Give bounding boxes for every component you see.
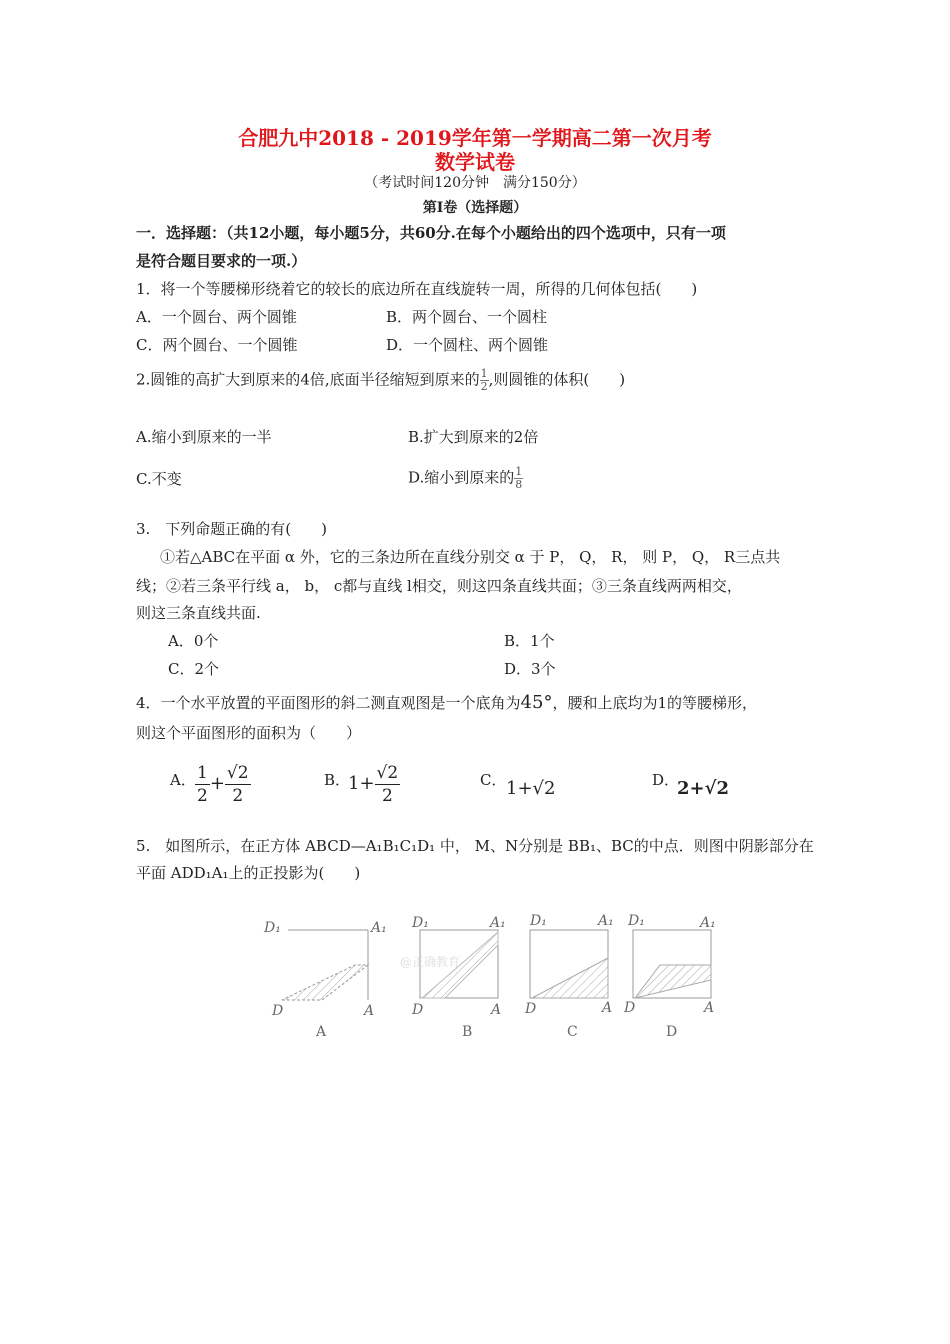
figure-a-label-d: D: [272, 1003, 284, 1019]
question-5-line-1: 5. 如图所示，在正方体 ABCD—A₁B₁C₁D₁ 中， M、N分别是 BB₁、BC的中点．则图中阴影部分在: [136, 837, 814, 855]
exam-subtitle: 数学试卷: [435, 150, 515, 174]
question-4-option-d-label: D．: [652, 771, 680, 789]
figure-b-label-d1: D₁: [412, 915, 429, 931]
question-4-option-a-label: A．: [170, 771, 196, 789]
figure-b-label-a: A: [491, 1002, 502, 1018]
fraction-sqrt2-over-2: [225, 762, 251, 807]
figure-c: [524, 913, 614, 1040]
question-3-option-b: B．1个: [504, 632, 555, 650]
figure-d-label-a1: A₁: [700, 915, 716, 931]
figure-d-caption: D: [666, 1024, 678, 1040]
question-2-stem: [136, 368, 625, 393]
question-2-option-c: C.不变: [136, 470, 182, 488]
question-1-option-c: C．两个圆台、一个圆锥: [136, 336, 298, 354]
question-4-stem-pre: 4．一个水平放置的平面图形的斜二测直观图是一个底角为: [136, 694, 521, 712]
figure-d-label-a: A: [704, 1000, 715, 1016]
watermark: @正确教育: [400, 955, 461, 969]
plus-sign: +: [209, 773, 225, 794]
figure-a-label-d1: D₁: [264, 920, 281, 936]
figure-d-label-d: D: [624, 1000, 636, 1016]
question-2-stem-pre: 2.圆锥的高扩大到原来的4倍,底面半径缩短到原来的: [136, 370, 480, 389]
sqrt-two: √2: [704, 778, 729, 799]
question-4-option-d-formula: [677, 778, 729, 799]
figure-b-caption: B: [462, 1024, 473, 1040]
integer-one: 1: [348, 773, 360, 794]
question-3-option-a: A．0个: [168, 632, 219, 650]
figure-d-label-d1: D₁: [628, 913, 645, 929]
fraction-denominator: 8: [515, 478, 523, 491]
fraction-sqrt2-over-2: [375, 762, 401, 807]
figure-b-label-a1: A₁: [490, 915, 506, 931]
question-3-option-c: C．2个: [168, 660, 220, 678]
fraction-denominator: 2: [381, 786, 393, 806]
fraction-numerator: √2: [376, 763, 399, 783]
exam-info: （考试时间120分钟 满分150分）: [364, 175, 586, 191]
figure-c-label-d: D: [525, 1001, 537, 1017]
figure-a-caption: A: [316, 1024, 327, 1040]
figure-d-shaded-region: [635, 965, 711, 998]
integer-two: 2: [677, 778, 690, 799]
question-3-stem: 3. 下列命题正确的有( ): [136, 520, 328, 538]
sqrt-two: √2: [532, 778, 556, 799]
question-5-line-2: 平面 ADD₁A₁上的正投影为( ): [136, 864, 361, 882]
question-3-line-1: ①若△ABC在平面 α 外，它的三条边所在直线分别交 α 于 P， Q， R， 则 P， Q， R三点共: [160, 548, 781, 566]
exam-title: 合肥九中2018 - 2019学年第一学期高二第一次月考: [238, 126, 712, 150]
fraction-numerator: 1: [515, 465, 523, 478]
question-1-option-d: D．一个圆柱、两个圆锥: [386, 336, 549, 354]
fraction-numerator: 1: [480, 367, 488, 380]
fraction-denominator: 2: [197, 786, 208, 806]
question-4-stem-post: ，腰和上底均为1的等腰梯形，: [552, 694, 757, 712]
part-title: 第Ⅰ卷（选择题）: [422, 200, 528, 216]
question-3-line-3: 则这三条直线共面.: [136, 604, 261, 622]
figure-b: [411, 915, 506, 1040]
plus-sign: +: [517, 778, 533, 799]
question-1-option-b: B．两个圆台、一个圆柱: [386, 308, 548, 326]
question-3-option-d: D．3个: [504, 660, 556, 678]
fraction-numerator: 1: [197, 763, 208, 783]
figure-a-shaded-region: [282, 965, 368, 1000]
question-4-option-b-label: B．: [324, 771, 351, 789]
question-2-option-a: A.缩小到原来的一半: [136, 428, 272, 446]
integer-one: 1: [506, 778, 518, 799]
section-heading-line1: 一．选择题：（共12小题，每小题5分，共60分.在每个小题给出的四个选项中，只有一项: [136, 224, 726, 242]
question-4-option-b-formula: [348, 762, 400, 807]
question-1-stem: 1．将一个等腰梯形绕着它的较长的底边所在直线旋转一周，所得的几何体包括( ): [136, 280, 698, 298]
plus-sign: +: [689, 778, 705, 799]
figure-a-label-a: A: [364, 1003, 375, 1019]
fraction-one-half: [480, 368, 489, 393]
question-4-line-2: 则这个平面图形的面积为（ ）: [136, 724, 362, 742]
fraction-one-eighth: [514, 466, 523, 491]
question-1-option-a: A．一个圆台、两个圆锥: [136, 308, 297, 326]
question-3-line-2: 线；②若三条平行线 a， b， c都与直线 l相交，则这四条直线共面；③三条直线两两相交，: [136, 577, 742, 595]
fraction-denominator: 2: [480, 380, 488, 393]
figure-c-label-a: A: [602, 1000, 613, 1016]
question-4-stem: [136, 693, 757, 713]
figure-a-label-a1: A₁: [371, 920, 387, 936]
figure-a: [263, 920, 387, 1040]
plus-sign: +: [359, 773, 375, 794]
question-2-option-b: B.扩大到原来的2倍: [408, 428, 539, 446]
question-4-option-a-formula: [195, 762, 251, 807]
question-2-option-d: [408, 466, 523, 491]
figure-d: [623, 913, 716, 1040]
fraction-one-half: [195, 762, 210, 807]
angle-45-degrees: 45°: [520, 692, 553, 713]
figure-c-label-a1: A₁: [598, 913, 614, 929]
figure-c-label-d1: D₁: [530, 913, 547, 929]
section-heading-line2: 是符合题目要求的一项.）: [136, 252, 307, 270]
question-2-option-d-text: D.缩小到原来的: [408, 468, 515, 487]
figure-c-caption: C: [567, 1024, 578, 1040]
figure-b-label-d: D: [412, 1002, 424, 1018]
fraction-denominator: 2: [232, 786, 244, 806]
question-4-option-c-formula: [506, 778, 555, 799]
question-5-figures: [250, 900, 730, 1045]
figure-c-shaded-region: [532, 958, 608, 998]
question-2-stem-post: ,则圆锥的体积( ): [488, 370, 626, 389]
fraction-numerator: √2: [226, 763, 249, 783]
question-4-option-c-label: C．: [480, 771, 507, 789]
